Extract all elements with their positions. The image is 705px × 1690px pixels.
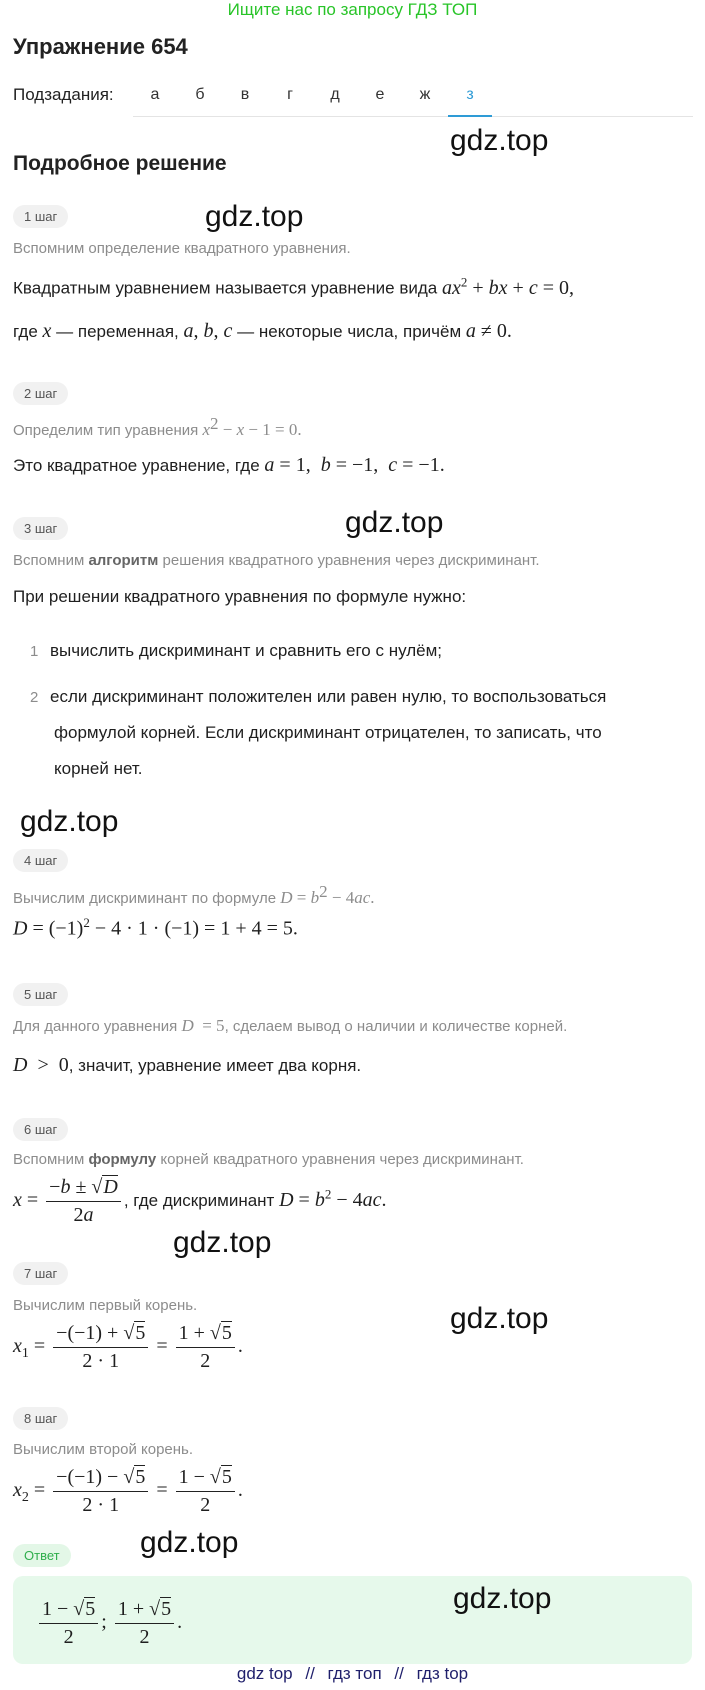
list-item: корней нет. bbox=[54, 759, 143, 778]
formula: a, b, c bbox=[183, 320, 233, 342]
step-hint bbox=[13, 1151, 524, 1168]
formula: $x_1$ = $\frac{-(-1) + √5}{2 \cdot 1}$ = $\frac{1 + √5}{2}$ . bbox=[13, 1322, 243, 1372]
step-hint-bold: алгоритм bbox=[88, 552, 159, 569]
step-text-line: , значит, уравнение имеет два корня. bbox=[68, 1056, 362, 1075]
formula: a ≠ 0. bbox=[465, 320, 512, 342]
watermark: gdz.top bbox=[450, 1302, 549, 1335]
tab-e[interactable]: е bbox=[375, 86, 385, 103]
step-text-line: — переменная, bbox=[56, 322, 179, 341]
formula: x bbox=[42, 320, 52, 342]
watermark: gdz.top bbox=[205, 200, 304, 233]
step-text bbox=[13, 454, 445, 477]
footer-links bbox=[0, 1664, 705, 1684]
step-hint-text: Для данного уравнения bbox=[13, 1018, 178, 1035]
step-hint-text: Вспомним bbox=[13, 552, 85, 569]
formula: $x^2 - x - 1 = 0$. bbox=[202, 414, 302, 439]
formula: $D = (-1)^2 - 4 \cdot 1 \cdot (-1) = 1 + 4 = 5$. bbox=[13, 915, 298, 940]
step-text-line: Квадратным уравнением называется уравнение вида bbox=[13, 278, 438, 298]
list-number: 2 bbox=[30, 689, 39, 706]
watermark: gdz.top bbox=[345, 506, 444, 539]
step-hint-text: Определим тип уравнения bbox=[13, 422, 199, 439]
step-hint bbox=[13, 882, 375, 908]
watermark: gdz.top bbox=[140, 1526, 239, 1559]
tab-zh[interactable]: ж bbox=[419, 86, 431, 103]
step-hint-bold: формулу bbox=[88, 1151, 157, 1168]
step-hint-text: корней квадратного уравнения через дискриминант. bbox=[160, 1151, 524, 1168]
formula: $x_2$ = $\frac{-(-1) - √5}{2 \cdot 1}$ = $\frac{1 - √5}{2}$ . bbox=[13, 1466, 243, 1516]
footer-link[interactable]: гдз top bbox=[416, 1664, 469, 1683]
tab-d[interactable]: д bbox=[330, 86, 340, 103]
step-badge: 4 шаг bbox=[13, 849, 68, 872]
step-text-line: где bbox=[13, 322, 38, 341]
list-number: 1 bbox=[30, 643, 39, 660]
step-text: При решении квадратного уравнения по формуле нужно: bbox=[13, 587, 467, 606]
list-item: вычислить дискриминант и сравнить его с нулём; bbox=[50, 641, 443, 660]
formula: $D = b^2 - 4ac$. bbox=[279, 1186, 387, 1212]
step-badge: 3 шаг bbox=[13, 517, 68, 540]
answer-formula: $\frac{1 - √5}{2}$ ; $\frac{1 + √5}{2}$ . bbox=[36, 1598, 182, 1649]
section-title: Подробное решение bbox=[13, 152, 227, 175]
formula: $ax^2$ + bx + c = 0, bbox=[441, 274, 574, 299]
watermark: gdz.top bbox=[173, 1226, 272, 1259]
step-badge: 5 шаг bbox=[13, 983, 68, 1006]
watermark: gdz.top bbox=[453, 1582, 552, 1615]
step-hint-text: Вычислим дискриминант по формуле bbox=[13, 890, 277, 907]
formula: a = 1, b = −1, c = −1. bbox=[264, 454, 445, 476]
tab-v[interactable]: в bbox=[240, 86, 250, 103]
footer-link[interactable]: гдз топ bbox=[327, 1664, 382, 1683]
formula: $D = b^2 - 4ac$. bbox=[280, 882, 375, 907]
step-badge: 2 шаг bbox=[13, 382, 68, 405]
tab-z-active[interactable]: з bbox=[448, 86, 492, 104]
tab-a[interactable]: а bbox=[150, 86, 160, 103]
answer-badge: Ответ bbox=[13, 1544, 71, 1567]
step-text-line: Это квадратное уравнение, где bbox=[13, 456, 260, 475]
subtasks-label: Подзадания: bbox=[13, 85, 114, 104]
step-text bbox=[13, 274, 574, 300]
step-text bbox=[13, 320, 512, 343]
step-text bbox=[13, 1054, 361, 1077]
step-hint bbox=[13, 552, 540, 569]
step-badge: 1 шаг bbox=[13, 205, 68, 228]
subtasks-tabs bbox=[133, 74, 693, 117]
step-badge: 7 шаг bbox=[13, 1262, 68, 1285]
footer-separator: // bbox=[394, 1664, 404, 1683]
step-text bbox=[13, 1176, 387, 1227]
step-hint bbox=[13, 414, 302, 440]
search-banner: Ищите нас по запросу ГДЗ ТОП bbox=[227, 0, 478, 19]
formula: D > 0 bbox=[13, 1054, 69, 1076]
footer-link[interactable]: gdz top bbox=[236, 1664, 293, 1683]
watermark: gdz.top bbox=[20, 805, 119, 838]
step-hint: Вычислим первый корень. bbox=[13, 1297, 198, 1314]
tab-g[interactable]: г bbox=[287, 86, 293, 103]
exercise-title: Упражнение 654 bbox=[13, 34, 188, 59]
step-badge: 6 шаг bbox=[13, 1118, 68, 1141]
step-text-line: — некоторые числа, причём bbox=[237, 322, 462, 341]
step-badge: 8 шаг bbox=[13, 1407, 68, 1430]
list-item: если дискриминант положителен или равен нулю, то воспользоваться bbox=[50, 687, 607, 706]
footer-separator: // bbox=[305, 1664, 315, 1683]
step-hint-text: Вспомним bbox=[13, 1151, 85, 1168]
step-hint bbox=[13, 1016, 567, 1036]
tab-b[interactable]: б bbox=[195, 86, 205, 103]
step-hint-text: решения квадратного уравнения через дискриминант. bbox=[162, 552, 540, 569]
list-item: формулой корней. Если дискриминант отрицателен, то записать, что bbox=[54, 723, 602, 742]
step-hint: Вспомним определение квадратного уравнения. bbox=[13, 240, 351, 257]
step-hint: Вычислим второй корень. bbox=[13, 1441, 194, 1458]
step-text-line: , где дискриминант bbox=[123, 1191, 275, 1211]
formula: D = 5 bbox=[181, 1016, 225, 1035]
step-hint-text: , сделаем вывод о наличии и количестве корней. bbox=[224, 1018, 568, 1035]
formula: x = $\frac{-b \pm √D}{2a}$ bbox=[13, 1189, 124, 1211]
watermark: gdz.top bbox=[450, 124, 549, 157]
